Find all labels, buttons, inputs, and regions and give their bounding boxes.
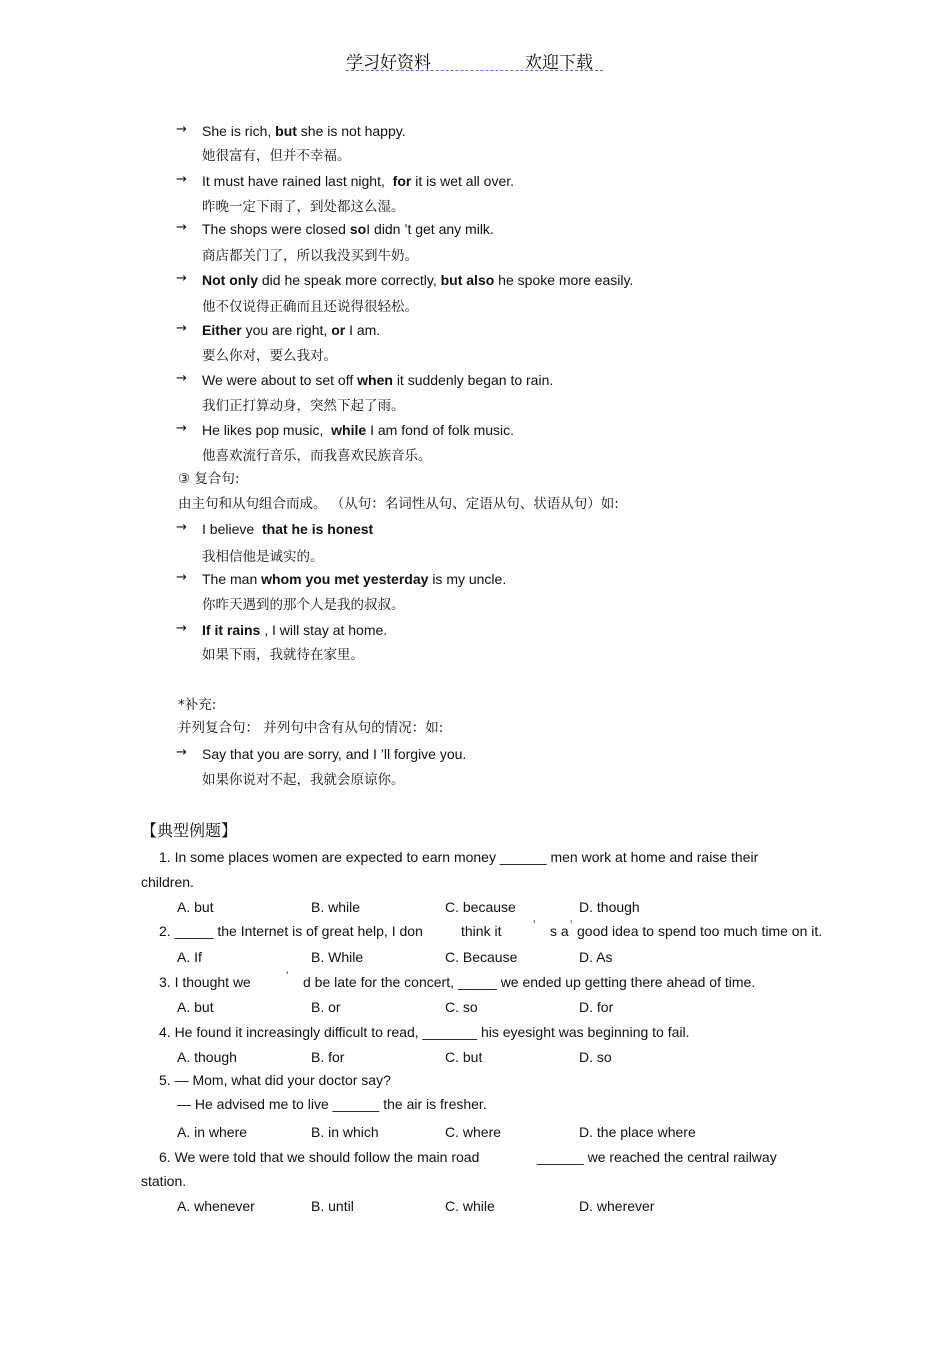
supplement-heading: *补充: xyxy=(178,697,217,713)
option-b[interactable]: B. for xyxy=(311,1049,345,1065)
header-right: 欢迎下载 xyxy=(525,53,593,73)
apostrophe-mark: ’ xyxy=(570,919,573,931)
arrow-icon: → xyxy=(176,421,187,436)
arrow-icon: → xyxy=(176,745,187,760)
example-sentence: Either you are right, or I am. xyxy=(202,322,381,338)
arrow-icon: → xyxy=(176,271,187,286)
question-6: 6. We were told that we should follow the main road xyxy=(159,1149,480,1165)
header-left: 学习好资料 xyxy=(346,53,431,73)
question-6-continuation: station. xyxy=(141,1173,187,1189)
question-5: 5. — Mom, what did your doctor say? xyxy=(159,1072,391,1088)
arrow-icon: → xyxy=(176,122,187,137)
option-c[interactable]: C. but xyxy=(445,1049,483,1065)
example-sentence: Say that you are sorry, and I ’ll forgive you. xyxy=(202,746,467,762)
arrow-icon: → xyxy=(176,371,187,386)
arrow-icon: → xyxy=(176,220,187,235)
example-translation: 他喜欢流行音乐，而我喜欢民族音乐。 xyxy=(202,448,432,464)
question-6-part: ______ we reached the central railway xyxy=(537,1149,777,1165)
example-sentence: If it rains , I will stay at home. xyxy=(202,622,388,638)
example-translation: 他不仅说得正确而且还说得很轻松。 xyxy=(202,299,418,315)
example-translation: 要么你对，要么我对。 xyxy=(202,348,337,364)
question-2-part: good idea to spend too much time on it. xyxy=(577,923,823,939)
question-2: 2. _____ the Internet is of great help, I don xyxy=(159,923,423,939)
arrow-icon: → xyxy=(176,570,187,585)
option-d[interactable]: D. though xyxy=(579,899,640,915)
arrow-icon: → xyxy=(176,321,187,336)
option-d[interactable]: D. so xyxy=(579,1049,612,1065)
example-translation: 商店都关门了，所以我没买到牛奶。 xyxy=(202,248,418,264)
apostrophe-mark: ’ xyxy=(533,919,536,931)
example-translation: 如果下雨，我就待在家里。 xyxy=(202,647,364,663)
example-translation: 如果你说对不起，我就会原谅你。 xyxy=(202,772,405,788)
question-1: 1. In some places women are expected to earn money ______ men work at home and raise their xyxy=(159,849,759,865)
example-sentence: It must have rained last night, for it is wet all over. xyxy=(202,173,515,189)
section-heading: ③ 复合句: xyxy=(178,471,240,487)
example-sentence: I believe that he is honest xyxy=(202,521,374,537)
example-translation: 我们正打算动身，突然下起了雨。 xyxy=(202,398,405,414)
question-2-part: think it xyxy=(461,923,502,939)
header-underline xyxy=(346,70,603,71)
example-sentence: He likes pop music, while I am fond of folk music. xyxy=(202,422,515,438)
option-b[interactable]: B. in which xyxy=(311,1124,379,1140)
question-3-part: d be late for the concert, _____ we ended up getting there ahead of time. xyxy=(303,974,756,990)
question-2-part: s a xyxy=(550,923,569,939)
option-a[interactable]: A. in where xyxy=(177,1124,248,1140)
question-5-response: — He advised me to live ______ the air is fresher. xyxy=(177,1096,487,1112)
option-c[interactable]: C. while xyxy=(445,1198,495,1214)
example-translation: 昨晚一定下雨了，到处都这么湿。 xyxy=(202,199,405,215)
option-b[interactable]: B. while xyxy=(311,899,361,915)
example-sentence: The shops were closed soI didn ’t get any milk. xyxy=(202,221,494,237)
supplement-description: 并列复合句： 并列句中含有从句的情况：如: xyxy=(178,720,444,736)
exercises-title: 【典型例题】 xyxy=(141,821,238,840)
option-c[interactable]: C. so xyxy=(445,999,478,1015)
example-sentence: The man whom you met yesterday is my uncle. xyxy=(202,571,507,587)
question-1-continuation: children. xyxy=(141,874,194,890)
arrow-icon: → xyxy=(176,172,187,187)
option-d[interactable]: D. wherever xyxy=(579,1198,655,1214)
option-b[interactable]: B. until xyxy=(311,1198,354,1214)
apostrophe-mark: ’ xyxy=(286,970,289,982)
option-b[interactable]: B. While xyxy=(311,949,364,965)
arrow-icon: → xyxy=(176,621,187,636)
section-description: 由主句和从句组合而成。 （从句：名词性从句、定语从句、状语从句）如: xyxy=(178,496,619,512)
example-translation: 你昨天遇到的那个人是我的叔叔。 xyxy=(202,597,405,613)
option-a[interactable]: A. but xyxy=(177,999,214,1015)
option-a[interactable]: A. If xyxy=(177,949,202,965)
option-c[interactable]: C. because xyxy=(445,899,516,915)
option-c[interactable]: C. where xyxy=(445,1124,502,1140)
example-sentence: She is rich, but she is not happy. xyxy=(202,123,406,139)
example-sentence: Not only did he speak more correctly, but also he spoke more easily. xyxy=(202,272,634,288)
option-a[interactable]: A. whenever xyxy=(177,1198,255,1214)
option-d[interactable]: D. for xyxy=(579,999,614,1015)
option-a[interactable]: A. but xyxy=(177,899,214,915)
option-a[interactable]: A. though xyxy=(177,1049,237,1065)
example-sentence: We were about to set off when it suddenly began to rain. xyxy=(202,372,554,388)
option-d[interactable]: D. the place where xyxy=(579,1124,696,1140)
option-c[interactable]: C. Because xyxy=(445,949,518,965)
option-b[interactable]: B. or xyxy=(311,999,341,1015)
example-translation: 我相信他是诚实的。 xyxy=(202,549,324,565)
question-3: 3. I thought we xyxy=(159,974,251,990)
example-translation: 她很富有，但并不幸福。 xyxy=(202,148,351,164)
arrow-icon: → xyxy=(176,520,187,535)
question-4: 4. He found it increasingly difficult to read, _______ his eyesight was beginning to fail. xyxy=(159,1024,690,1040)
option-d[interactable]: D. As xyxy=(579,949,613,965)
